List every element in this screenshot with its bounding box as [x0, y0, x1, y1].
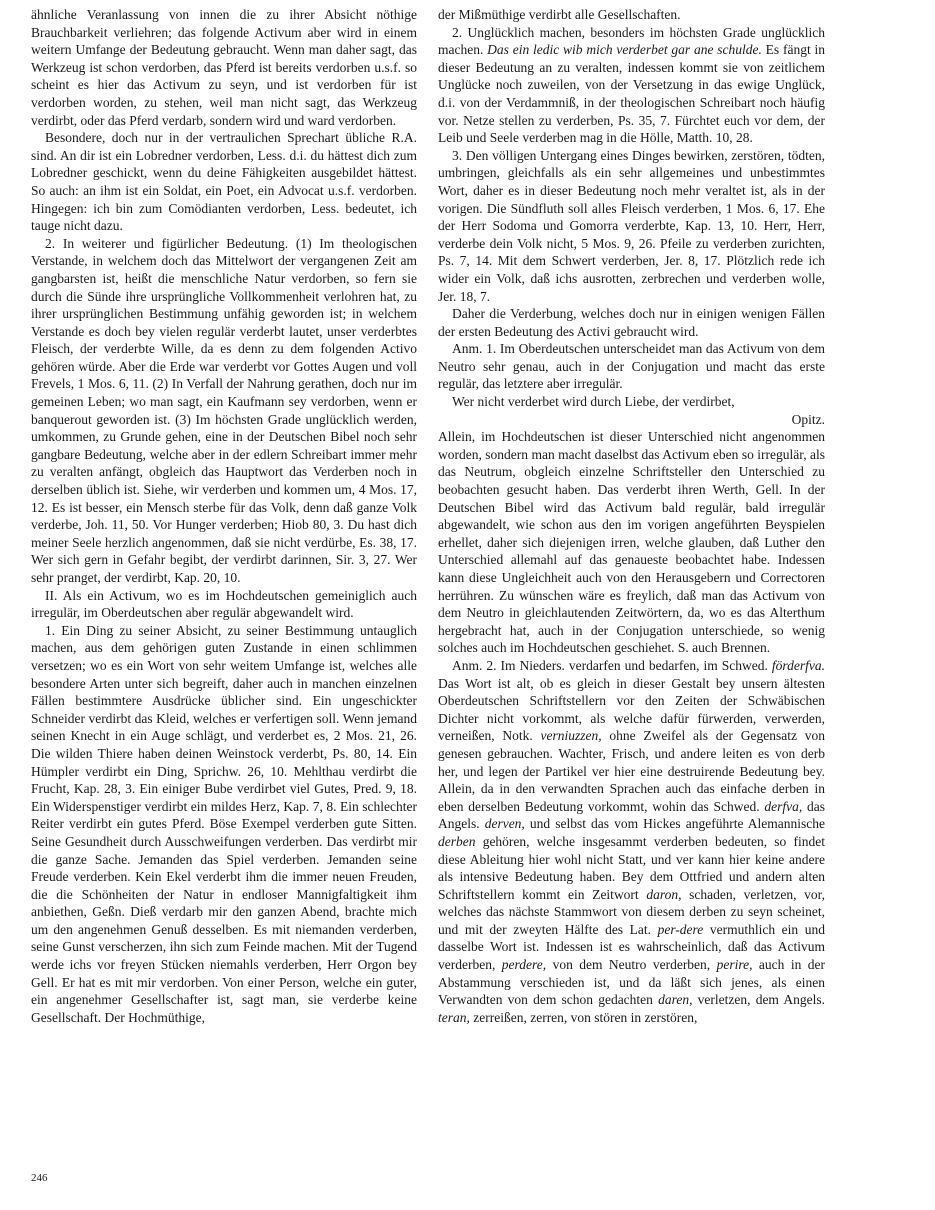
paragraph [31, 587, 417, 622]
italic-term: förderfva. [771, 657, 825, 673]
italic-term: teran, [438, 1009, 470, 1025]
left-column [31, 6, 417, 1026]
text-run: II. Als ein Activum, wo es im Hochdeutschen gemeiniglich auch irregulär, im Oberdeutschen aber regulär abgewandelt wird. [31, 587, 417, 621]
paragraph [31, 129, 417, 235]
paragraph [438, 305, 825, 340]
text-run: ohne Zweifel als der Gegensatz von genesen gebrauchen. Wachter, Frisch, und andere leiten es von derb her, und legen der Partikel ver hier eine destruirende Bedeutung bey. Allein, da in den verwandten Sprachen auch das einfache derben in eben derselben Bedeutung vorkommt, wohin das Schwed. [438, 728, 825, 814]
italic-term: per-dere [657, 921, 704, 937]
paragraph [438, 393, 825, 411]
text-run: 3. Den völligen Untergang eines Dinges bewirken, zerstören, tödten, umbringen, gleichfalls als ein sehr allgemeines und unbestimmtes Wort, daher es in dieser Bedeutung noch mehr veraltet ist, als in der vorigen. Die Sündfluth soll alles Fleisch verderben, 1 Mos. 6, 17. Ehe der Herr Sodoma und Gomorra verderbte, Kap. 13, 10. Herr, Herr, verderbe dein Volk nicht, 5 Mos. 9, 26. Pfeile zu verderben zurichten, Ps. 7, 14. Mit dem Schwert verderben, Jer. 8, 17. Plötzlich rede ich wider ein Volk, daß ichs ausrotten, zerbrechen und verderben wolle, Jer. 18, 7. [438, 147, 825, 304]
text-run: 2. Unglücklich machen, besonders im höchsten Grade unglücklich machen. [438, 24, 825, 58]
text-run: Anm. 2. Im Nieders. verdarfen und bedarfen, im Schwed. [452, 657, 772, 673]
text-run: schaden, verletzen, vor, welches das nächste Stammwort von diesem derben zu seyn scheinet, und mit der zweyten Hälfte des Lat. [438, 886, 825, 937]
text-run: Allein, im Hochdeutschen ist dieser Unterschied nicht angenommen worden, sondern man macht daselbst das Activum eben so irregulär, als das Neutrum, obgleich einzelne Schriftsteller den Unterschied zu beobachten gesucht haben. Das verderbt ihren Werth, Gell. In der Deutschen Bibel wird das Activum bald regulär, bald irregulär abgewandelt, wie schon aus den im vorigen angeführten Beyspielen erhellet, daher sich diejenigen irren, welche glauben, daß Luther den Unterschied allemahl auf das genaueste beobachtet habe. Indessen kann diese Ungleichheit auch von den Herausgebern und Correctoren herrühren. Zu wünschen wäre es freylich, daß man das Activum von dem Neutro in gleichlautenden Zeitwörtern, da, wo es das Alterthum hergebracht hat, auch in der Conjugation unterschiede, so wenig solches auch im Hochdeutschen geschiehet. S. auch Brennen. [438, 429, 825, 656]
italic-term: derven, [484, 816, 525, 832]
italic-term: Das ein ledic wib mich verderbet gar ane schulde. [487, 42, 762, 58]
paragraph [31, 622, 417, 1027]
text-run: Es fängt in dieser Bedeutung an zu veralten, indessen kommt sie von zeitlichem Unglücke noch zuweilen, von der Versetzung in das ewige Unglück, d.i. von der Verdammniß, in der theologischen Schreibart noch häufig vor. Netze stellen zu verderben, Ps. 35, 7. Fürchtet euch vor dem, der Leib und Seele verderben mag in die Hölle, Matth. 10, 28. [438, 42, 825, 146]
text-run: verletzen, dem Angels. [692, 992, 825, 1008]
paragraph [438, 411, 825, 429]
text-run: gehören, welche insgesammt verderben bedeuten, so findet diese Ableitung hier wohl nicht Statt, und ver kann hier keine andere als intensive Bedeutung haben. Bey dem Ottfried und andern alten Schriftstellern kommt ein Zeitwort [438, 833, 825, 902]
text-run: auch in der Abstammung verschieden ist, und da läßt sich jenes, als einen Verwandten von dem schon gedachten [438, 957, 825, 1008]
text-run: der Mißmüthige verdirbt alle Gesellschaften. [438, 7, 681, 22]
italic-term: perire, [716, 957, 753, 973]
paragraph [438, 147, 825, 305]
paragraph [31, 235, 417, 587]
text-run: Opitz. [791, 411, 825, 427]
text-run: von dem Neutro verderben, [546, 957, 717, 973]
text-run: Das Wort ist alt, ob es gleich in dieser Gestalt bey unsern ältesten Oberdeutschen Schriftstellern vor den Zeiten der Schwäbischen Dichter nicht vorkommt, als welche dafür fürwerden, verwerden, verneißen, Notk. [438, 675, 825, 744]
text-run: Anm. 1. Im Oberdeutschen unterscheidet man das Activum von dem Neutro sehr genau, auch in der Conjugation und macht das erste regulär, das letztere aber irregulär. [438, 341, 825, 392]
paragraph [438, 428, 825, 657]
italic-term: daron, [646, 886, 682, 902]
text-run: Besondere, doch nur in der vertraulichen Sprechart übliche R.A. sind. An dir ist ein Lobredner verdorben, Less. d.i. du hättest dich zum Lobredner geschickt, wenn du deine Fähigkeiten ausgebildet hättest. So auch: an ihm ist ein Soldat, ein Poet, ein Advocat u.s.f. verdorben. Hingegen: ich bin zum Comödianten verdorben, Less. bedeutet, ich tauge nicht dazu. [31, 130, 417, 234]
text-run: das Angels. [438, 798, 826, 832]
text-run: 1. Ein Ding zu seiner Absicht, zu seiner Bestimmung untauglich machen, aus dem gehörigen guten Zustande in einen schlimmen versetzen; wo es ein Wort von sehr weitem Umfange ist, welches alle besondere Arten unter sich begreift, daher auch in manchen einzelnen Fällen bestimmtere Ausdrücke üblicher sind. Ein ungeschickter Schneider verdirbt das Kleid, welches er verfertigen soll. Wenn jemand seinen Knecht in ein Auge schlägt, und verderbet es, 2 Mos. 21, 26. Die wilden Thiere haben deinen Weinstock verderbt, Ps. 80, 14. Ein Hümpler verdirbt ein Ding, Sprichw. 26, 10. Mehlthau verdirbt die Frucht, Kap. 28, 3. Ein einiger Bube verdirbet viel Gutes, Pred. 9, 18. Ein Widerspenstiger verdirbt ein mildes Herz, Kap. 7, 8. Ein schlechter Reiter verdirbt ein gutes Pferd. Böse Exempel verderben gute Sitten. Seine Gesundheit durch Ausschweifungen verderben. Das verdirbt mir die ganze Sache. Jemanden das Spiel verderben. Jemanden seine Freude verderben. Kein Ekel verderbt ihm die immer neuen Freuden, die die Schönheiten der Natur in endloser Mannigfaltigkeit ihm anbiethen, Geßn. Dieß verdarb mir den ganzen Abend, brachte mich um den angenehmen Genuß desselben. Es mit niemanden verderben, seine Gunst verscherzen, ihn sich zum Feinde machen. Mit der Tugend werde ichs vor freyen Stücken niemahls verderben, Herr Orgon bey Gell. Er hat es mit mir verdorben. Von einer Person, welche ein guter, ein angenehmer Gesellschafter ist, sagt man, sie verderbe keine Gesellschaft. Der Hochmüthige, [31, 622, 417, 1025]
italic-term: perdere, [501, 957, 547, 973]
text-run: und selbst das vom Hickes angeführte Alemannische [524, 816, 825, 832]
text-run: ähnliche Veranlassung von innen die zu ihrer Absicht nöthige Brauchbarkeit verliehren; das folgende Activum aber wird in einem weitern Umfange der Bedeutung gebraucht. Wenn man daher sagt, das Werkzeug ist schon verdorben, das Pferd ist bereits verdorben u.s.f. so scheint es hier das Activum zu seyn, und ist verdorben für ist verdorben worden, zu stehen, weil man nicht sagt, das Werkzeug verdirbt, oder das Pferd verdarb, sondern wird und ward verdorben. [31, 7, 417, 128]
paragraph [438, 340, 825, 393]
text-run: 2. In weiterer und figürlicher Bedeutung. (1) Im theologischen Verstande, in welchem doch das Mittelwort der vergangenen Zeit am gangbarsten ist, heißt die menschliche Natur verdorben, so fern sie durch die Sünde ihre ursprüngliche Vollkommenheit verlohren hat, zu ihrer ursprünglichen Bestimmung unfähig geworden ist; in welchem Verstande es doch bey vielen regulär verderbt lautet, unser verderbtes Fleisch, der verderbte Wille, da es denn zu dem folgenden Activo gehören würde. Aber die Erde war verderbt vor Gottes Augen und voll Frevels, 1 Mos. 6, 11. (2) In Verfall der Nahrung gerathen, doch nur im gemeinen Leben; wo man sagt, ein Kaufmann sey verdorben, wenn er banquerout geworden ist. (3) Im höchsten Grade unglücklich werden, umkommen, zu Grunde gehen, eine in der Deutschen Bibel noch sehr gangbare Bedeutung, welche aber in der edlern Schreibart immer mehr zu veralten anfängt, obgleich das Hauptwort das Verderben noch in derselben üblich ist. Siehe, wir verderben und kommen um, 4 Mos. 17, 12. Es ist besser, ein Mensch sterbe für das Volk, denn daß ganze Volk verderbe, Joh. 11, 50. Vor Hunger verderben; Hiob 80, 3. Du hast dich meiner Seele herzlich angenommen, daß sie nicht verdürbe, Es. 38, 17. Wer sich gern in Gefahr begibt, der verdirbt darinnen, Sir. 3, 27. Wer sehr pranget, der verdirbt, Kap. 20, 10. [31, 235, 417, 585]
text-run: zerreißen, zerren, von stören in zerstören, [469, 1009, 698, 1025]
italic-term: verniuzzen, [540, 728, 602, 744]
paragraph [438, 6, 825, 24]
text-run: Daher die Verderbung, welches doch nur in einigen wenigen Fällen der ersten Bedeutung des Activi gebraucht wird. [438, 306, 825, 339]
italic-term: daren, [658, 992, 693, 1008]
text-run: vermuthlich ein und dasselbe Wort ist. Indessen ist es wahrscheinlich, daß das Activum verderben, [438, 921, 825, 973]
paragraph [31, 6, 417, 129]
italic-term: derben [438, 833, 476, 849]
paragraph [438, 657, 825, 1026]
paragraph [438, 24, 825, 147]
right-column [438, 6, 825, 1026]
italic-term: derfva, [764, 798, 803, 814]
page-number: 246 [31, 1172, 48, 1184]
text-run: Wer nicht verderbet wird durch Liebe, der verdirbet, [452, 394, 735, 410]
